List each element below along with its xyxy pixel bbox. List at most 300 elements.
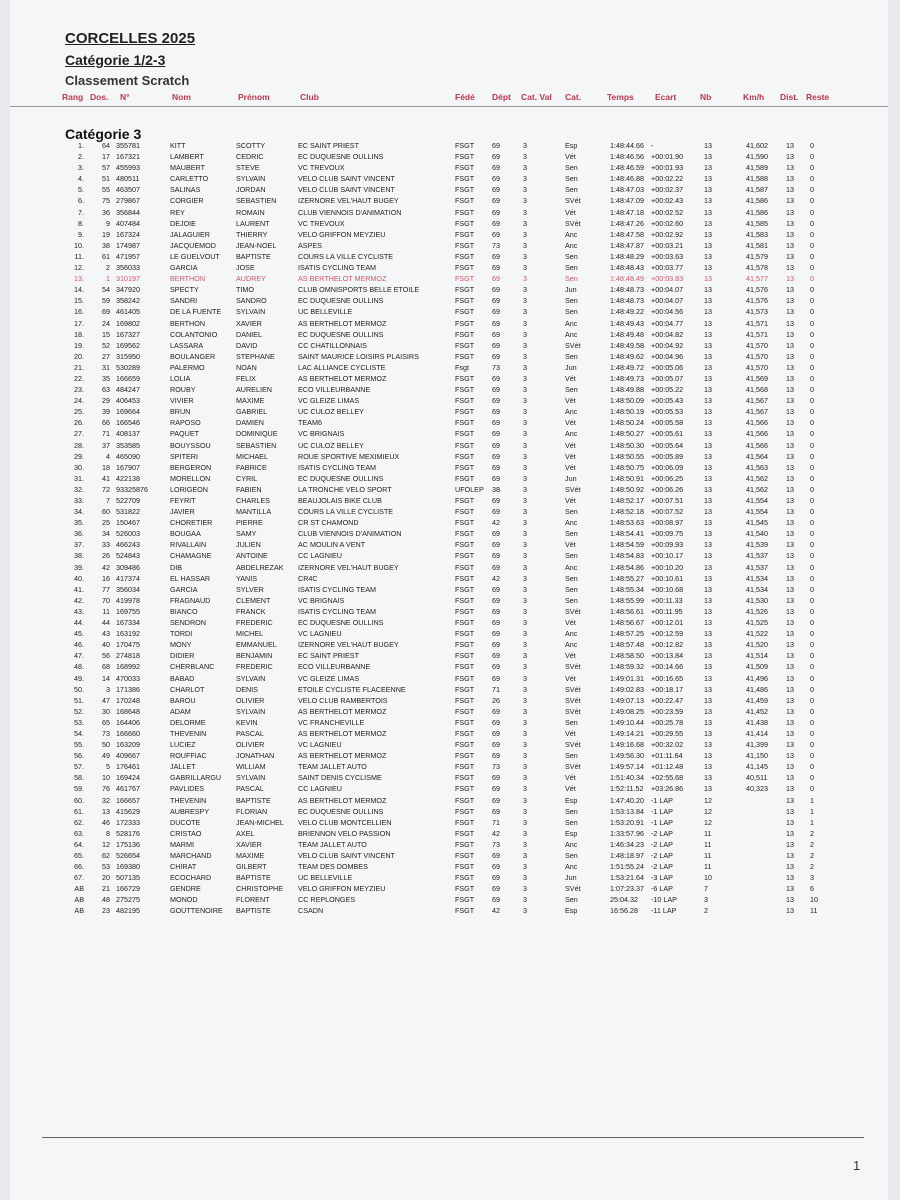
- cell-gap: -2 LAP: [651, 862, 673, 872]
- cell-license: 482195: [116, 906, 140, 916]
- cell-department: 69: [492, 618, 500, 628]
- cell-remaining: 10: [810, 895, 818, 905]
- cell-laps: 12: [704, 795, 712, 805]
- cell-federation: FSGT: [455, 728, 475, 738]
- cell-bib: 35: [102, 373, 110, 383]
- cell-department: 69: [492, 185, 500, 195]
- cell-rank: 4.: [78, 174, 84, 184]
- cell-rank: 18.: [74, 329, 84, 339]
- cell-bib: 38: [102, 240, 110, 250]
- cell-department: 69: [492, 429, 500, 439]
- cell-federation: Fsgt: [455, 362, 469, 372]
- cell-license: 356034: [116, 584, 140, 594]
- cell-department: 69: [492, 706, 500, 716]
- cell-category-value: 3: [523, 418, 527, 428]
- cell-last-name: FRAGNAUD: [170, 595, 211, 605]
- results-table: [10, 140, 888, 917]
- cell-first-name: LAURENT: [236, 218, 270, 228]
- cell-license: 461767: [116, 784, 140, 794]
- cell-department: 73: [492, 240, 500, 250]
- cell-rank: 24.: [74, 396, 84, 406]
- cell-distance: 13: [786, 174, 794, 184]
- cell-gap: +00:03.21: [651, 240, 684, 250]
- cell-category: Vét: [565, 440, 576, 450]
- table-row: [10, 428, 888, 439]
- cell-last-name: CHERBLANC: [170, 662, 215, 672]
- cell-license: 170475: [116, 640, 140, 650]
- cell-first-name: THIERRY: [236, 229, 268, 239]
- cell-distance: 13: [786, 906, 794, 916]
- cell-department: 69: [492, 884, 500, 894]
- cell-category-value: 3: [523, 662, 527, 672]
- cell-remaining: 6: [810, 884, 814, 894]
- cell-club: VELO CLUB SAINT VINCENT: [298, 174, 395, 184]
- cell-remaining: 0: [810, 218, 814, 228]
- cell-category: Sen: [565, 806, 578, 816]
- cell-club: CLUB VIENNOIS D'ANIMATION: [298, 529, 402, 539]
- cell-distance: 13: [786, 873, 794, 883]
- cell-bib: 63: [102, 385, 110, 395]
- cell-department: 69: [492, 728, 500, 738]
- table-row: [10, 639, 888, 650]
- cell-first-name: ANTOINE: [236, 551, 268, 561]
- cell-laps: 13: [704, 784, 712, 794]
- cell-category-value: 3: [523, 751, 527, 761]
- table-row: [10, 761, 888, 772]
- cell-distance: 13: [786, 817, 794, 827]
- cell-gap: +00:16.65: [651, 673, 684, 683]
- cell-speed: 41,520: [746, 640, 768, 650]
- cell-time: 1:48:54.41: [610, 529, 644, 539]
- cell-distance: 13: [786, 329, 794, 339]
- cell-bib: 71: [102, 429, 110, 439]
- cell-rank: 50.: [74, 684, 84, 694]
- cell-category-value: 3: [523, 163, 527, 173]
- cell-last-name: MORELLON: [170, 473, 211, 483]
- cell-distance: 13: [786, 307, 794, 317]
- cell-rank: 61.: [74, 806, 84, 816]
- cell-last-name: ADAM: [170, 706, 191, 716]
- cell-first-name: FREDERIC: [236, 662, 273, 672]
- cell-gap: -6 LAP: [651, 884, 673, 894]
- cell-time: 1:46:34.23: [610, 839, 644, 849]
- cell-remaining: 0: [810, 407, 814, 417]
- cell-distance: 13: [786, 496, 794, 505]
- cell-speed: 41,577: [746, 274, 768, 284]
- cell-department: 69: [492, 751, 500, 761]
- cell-category: SVét: [565, 340, 581, 350]
- cell-bib: 44: [102, 618, 110, 628]
- cell-federation: FSGT: [455, 141, 475, 150]
- cell-federation: FSGT: [455, 795, 475, 805]
- cell-club: UC CULOZ BELLEY: [298, 407, 364, 417]
- cell-bib: 41: [102, 473, 110, 483]
- cell-distance: 13: [786, 595, 794, 605]
- cell-category: SVét: [565, 196, 581, 206]
- cell-speed: 41,581: [746, 240, 768, 250]
- cell-club: EC SAINT PRIEST: [298, 141, 359, 150]
- cell-remaining: 0: [810, 684, 814, 694]
- cell-first-name: DOMINIQUE: [236, 429, 278, 439]
- cell-club: VELO GRIFFON MEYZIEU: [298, 884, 386, 894]
- cell-gap: +00:14.66: [651, 662, 684, 672]
- cell-club: ROUE SPORTIVE MEXIMIEUX: [298, 451, 400, 461]
- cell-category: Vét: [565, 207, 576, 217]
- cell-category-value: 3: [523, 218, 527, 228]
- cell-remaining: 0: [810, 651, 814, 661]
- cell-category-value: 3: [523, 728, 527, 738]
- cell-first-name: CEDRIC: [236, 152, 264, 162]
- cell-category-value: 3: [523, 906, 527, 916]
- cell-department: 69: [492, 606, 500, 616]
- cell-time: 1:48:49.58: [610, 340, 644, 350]
- cell-distance: 13: [786, 473, 794, 483]
- cell-category: Vét: [565, 396, 576, 406]
- cell-category: Anc: [565, 229, 578, 239]
- cell-distance: 13: [786, 606, 794, 616]
- cell-department: 26: [492, 695, 500, 705]
- cell-club: ASPES: [298, 240, 322, 250]
- cell-federation: FSGT: [455, 163, 475, 173]
- cell-bib: 69: [102, 307, 110, 317]
- table-row: [10, 684, 888, 695]
- cell-last-name: LOLIA: [170, 373, 191, 383]
- cell-distance: 13: [786, 440, 794, 450]
- cell-remaining: 0: [810, 584, 814, 594]
- cell-first-name: DENIS: [236, 684, 258, 694]
- cell-club: UC CULOZ BELLEY: [298, 440, 364, 450]
- cell-club: VC TREVOUX: [298, 163, 345, 173]
- cell-time: 1:48:50.19: [610, 407, 644, 417]
- cell-first-name: OLIVIER: [236, 740, 265, 750]
- cell-category-value: 3: [523, 595, 527, 605]
- cell-rank: 49.: [74, 673, 84, 683]
- cell-gap: +00:05.53: [651, 407, 684, 417]
- cell-bib: 10: [102, 773, 110, 783]
- cell-department: 69: [492, 396, 500, 406]
- cell-federation: FSGT: [455, 839, 475, 849]
- cell-category-value: 3: [523, 551, 527, 561]
- table-row: [10, 817, 888, 828]
- cell-rank: 22.: [74, 373, 84, 383]
- cell-category: Anc: [565, 862, 578, 872]
- cell-department: 69: [492, 640, 500, 650]
- table-row: [10, 905, 888, 916]
- cell-distance: 13: [786, 362, 794, 372]
- cell-license: 166657: [116, 795, 140, 805]
- cell-speed: 41,579: [746, 251, 768, 261]
- cell-federation: FSGT: [455, 662, 475, 672]
- cell-first-name: AXEL: [236, 828, 255, 838]
- cell-bib: 14: [102, 673, 110, 683]
- cell-department: 69: [492, 263, 500, 273]
- cell-category: Vét: [565, 784, 576, 794]
- cell-remaining: 0: [810, 418, 814, 428]
- cell-laps: 13: [704, 762, 712, 772]
- cell-rank: 3.: [78, 163, 84, 173]
- cell-bib: 57: [102, 163, 110, 173]
- cell-gap: -11 LAP: [651, 906, 677, 916]
- cell-department: 69: [492, 307, 500, 317]
- cell-speed: 41,525: [746, 618, 768, 628]
- cell-time: 1:33:57.96: [610, 828, 644, 838]
- table-row: [10, 861, 888, 872]
- cell-first-name: SYLVER: [236, 584, 264, 594]
- cell-laps: 13: [704, 340, 712, 350]
- cell-gap: +00:18.17: [651, 684, 684, 694]
- cell-distance: 13: [786, 862, 794, 872]
- cell-club: CR ST CHAMOND: [298, 518, 359, 528]
- cell-department: 69: [492, 507, 500, 517]
- table-row: [10, 151, 888, 162]
- cell-distance: 13: [786, 562, 794, 572]
- cell-speed: 41,438: [746, 717, 768, 727]
- cell-rank: 46.: [74, 640, 84, 650]
- cell-rank: 54.: [74, 728, 84, 738]
- cell-distance: 13: [786, 851, 794, 860]
- cell-club: ISATIS CYCLING TEAM: [298, 462, 377, 472]
- cell-laps: 13: [704, 629, 712, 639]
- table-row: [10, 162, 888, 173]
- cell-laps: 13: [704, 562, 712, 572]
- table-row: [10, 462, 888, 473]
- cell-time: 1:49:02.83: [610, 684, 644, 694]
- cell-gap: +00:04.77: [651, 318, 684, 328]
- cell-federation: FSGT: [455, 828, 475, 838]
- cell-license: 407484: [116, 218, 140, 228]
- cell-department: 69: [492, 229, 500, 239]
- cell-distance: 13: [786, 728, 794, 738]
- cell-license: 355781: [116, 141, 140, 150]
- cell-rank: 1.: [78, 141, 84, 150]
- cell-federation: FSGT: [455, 717, 475, 727]
- cell-distance: 13: [786, 806, 794, 816]
- cell-distance: 13: [786, 141, 794, 150]
- cell-bib: 34: [102, 529, 110, 539]
- cell-time: 1:48:47.18: [610, 207, 644, 217]
- cell-speed: 41,514: [746, 651, 768, 661]
- cell-category-value: 3: [523, 473, 527, 483]
- cell-rank: 45.: [74, 629, 84, 639]
- cell-last-name: GENDRE: [170, 884, 201, 894]
- cell-last-name: KITT: [170, 141, 186, 150]
- cell-category-value: 3: [523, 629, 527, 639]
- header-rang: Rang: [62, 92, 84, 102]
- cell-federation: FSGT: [455, 606, 475, 616]
- cell-last-name: LASSARA: [170, 340, 204, 350]
- table-row: [10, 706, 888, 717]
- cell-first-name: SYLVAIN: [236, 174, 266, 184]
- cell-first-name: KEVIN: [236, 717, 258, 727]
- cell-gap: -2 LAP: [651, 839, 673, 849]
- cell-category: Sen: [565, 507, 578, 517]
- header-nom: Nom: [172, 92, 191, 102]
- cell-distance: 13: [786, 895, 794, 905]
- cell-laps: 13: [704, 540, 712, 550]
- cell-category: Sen: [565, 717, 578, 727]
- cell-gap: +00:13.84: [651, 651, 684, 661]
- cell-club: ECO VILLEURBANNE: [298, 385, 371, 395]
- cell-laps: 13: [704, 618, 712, 628]
- cell-license: 471957: [116, 251, 140, 261]
- cell-department: 69: [492, 773, 500, 783]
- cell-time: 1:48:47.87: [610, 240, 644, 250]
- cell-category-value: 3: [523, 529, 527, 539]
- cell-laps: 13: [704, 185, 712, 195]
- cell-category: Vét: [565, 728, 576, 738]
- cell-last-name: THEVENIN: [170, 795, 207, 805]
- cell-last-name: MARCHAND: [170, 851, 212, 860]
- table-row: [10, 406, 888, 417]
- cell-category-value: 3: [523, 451, 527, 461]
- cell-federation: FSGT: [455, 385, 475, 395]
- cell-bib: 8: [106, 828, 110, 838]
- cell-time: 1:49:01.31: [610, 673, 644, 683]
- cell-speed: 41,570: [746, 351, 768, 361]
- cell-rank: 52.: [74, 706, 84, 716]
- cell-category-value: 3: [523, 773, 527, 783]
- cell-laps: 11: [704, 839, 712, 849]
- cell-club: VC LAGNIEU: [298, 629, 342, 639]
- cell-license: 417374: [116, 573, 140, 583]
- cell-category-value: 3: [523, 540, 527, 550]
- cell-first-name: FREDERIC: [236, 618, 273, 628]
- cell-speed: 41,540: [746, 529, 768, 539]
- cell-last-name: BRUN: [170, 407, 191, 417]
- cell-speed: 41,452: [746, 706, 768, 716]
- cell-category-value: 3: [523, 795, 527, 805]
- cell-rank: 33.: [74, 496, 84, 505]
- cell-laps: 12: [704, 806, 712, 816]
- cell-gap: +00:10.17: [651, 551, 684, 561]
- cell-federation: FSGT: [455, 473, 475, 483]
- category-group-title: Catégorie 1/2-3: [65, 52, 166, 68]
- cell-bib: 61: [102, 251, 110, 261]
- cell-remaining: 0: [810, 196, 814, 206]
- cell-federation: FSGT: [455, 373, 475, 383]
- cell-category-value: 3: [523, 740, 527, 750]
- cell-time: 1:48:52.17: [610, 496, 644, 505]
- cell-rank: 16.: [74, 307, 84, 317]
- cell-department: 69: [492, 174, 500, 184]
- table-row: [10, 550, 888, 561]
- cell-category: Jun: [565, 473, 577, 483]
- cell-first-name: FELIX: [236, 373, 256, 383]
- cell-bib: 66: [102, 418, 110, 428]
- cell-license: 167321: [116, 152, 140, 162]
- cell-remaining: 0: [810, 618, 814, 628]
- table-row: [10, 828, 888, 839]
- cell-category-value: 3: [523, 895, 527, 905]
- cell-bib: 62: [102, 851, 110, 860]
- cell-last-name: MONY: [170, 640, 192, 650]
- cell-speed: 41,562: [746, 484, 768, 494]
- cell-distance: 13: [786, 662, 794, 672]
- cell-club: EC DUQUESNE OULLINS: [298, 618, 384, 628]
- table-row: [10, 695, 888, 706]
- cell-distance: 13: [786, 839, 794, 849]
- cell-gap: +00:04.92: [651, 340, 684, 350]
- cell-federation: UFOLEP: [455, 484, 484, 494]
- cell-rank: 37.: [74, 540, 84, 550]
- cell-rank: 19.: [74, 340, 84, 350]
- cell-gap: +00:04.07: [651, 285, 684, 295]
- cell-license: 347920: [116, 285, 140, 295]
- cell-rank: 63.: [74, 828, 84, 838]
- cell-license: 422138: [116, 473, 140, 483]
- cell-department: 38: [492, 484, 500, 494]
- cell-category: SVét: [565, 695, 581, 705]
- cell-category-value: 3: [523, 174, 527, 184]
- cell-remaining: 0: [810, 595, 814, 605]
- cell-federation: FSGT: [455, 296, 475, 306]
- cell-last-name: REY: [170, 207, 185, 217]
- cell-remaining: 0: [810, 152, 814, 162]
- cell-time: 1:48:50.92: [610, 484, 644, 494]
- cell-club: CC LAGNIEU: [298, 784, 342, 794]
- cell-rank: 5.: [78, 185, 84, 195]
- table-header: [10, 84, 888, 107]
- cell-time: 1:48:47.26: [610, 218, 644, 228]
- header-reste: Reste: [806, 92, 830, 102]
- table-row: [10, 573, 888, 584]
- cell-remaining: 1: [810, 817, 814, 827]
- cell-time: 25:04.32: [610, 895, 638, 905]
- cell-category-value: 3: [523, 373, 527, 383]
- cell-first-name: EMMANUEL: [236, 640, 277, 650]
- cell-rank: 55.: [74, 740, 84, 750]
- cell-distance: 13: [786, 629, 794, 639]
- cell-remaining: 0: [810, 362, 814, 372]
- cell-gap: +00:23.59: [651, 706, 684, 716]
- cell-distance: 13: [786, 218, 794, 228]
- cell-gap: +00:02.60: [651, 218, 684, 228]
- cell-rank: 25.: [74, 407, 84, 417]
- cell-distance: 13: [786, 717, 794, 727]
- cell-federation: FSGT: [455, 207, 475, 217]
- cell-rank: 15.: [74, 296, 84, 306]
- cell-distance: 13: [786, 762, 794, 772]
- cell-category-value: 3: [523, 296, 527, 306]
- cell-bib: 59: [102, 296, 110, 306]
- cell-laps: 13: [704, 152, 712, 162]
- cell-category: Sen: [565, 895, 578, 905]
- cell-category: Esp: [565, 141, 578, 150]
- cell-distance: 13: [786, 185, 794, 195]
- cell-last-name: JALAGUIER: [170, 229, 210, 239]
- cell-distance: 13: [786, 673, 794, 683]
- table-row: [10, 351, 888, 362]
- cell-bib: 73: [102, 728, 110, 738]
- cell-first-name: JEAN-NOEL: [236, 240, 277, 250]
- cell-department: 69: [492, 340, 500, 350]
- cell-category: Sen: [565, 307, 578, 317]
- cell-last-name: MARMI: [170, 839, 194, 849]
- cell-category: Sen: [565, 163, 578, 173]
- cell-first-name: GILBERT: [236, 862, 267, 872]
- cell-gap: +00:12.82: [651, 640, 684, 650]
- cell-time: 1:48:57.25: [610, 629, 644, 639]
- cell-federation: FSGT: [455, 340, 475, 350]
- header-kmh: Km/h: [743, 92, 765, 102]
- cell-first-name: YANIS: [236, 573, 258, 583]
- cell-category: SVét: [565, 684, 581, 694]
- cell-gap: +00:02.37: [651, 185, 684, 195]
- cell-first-name: MAXIME: [236, 851, 265, 860]
- table-row: [10, 306, 888, 317]
- cell-license: 167327: [116, 329, 140, 339]
- cell-club: CC REPLONGES: [298, 895, 356, 905]
